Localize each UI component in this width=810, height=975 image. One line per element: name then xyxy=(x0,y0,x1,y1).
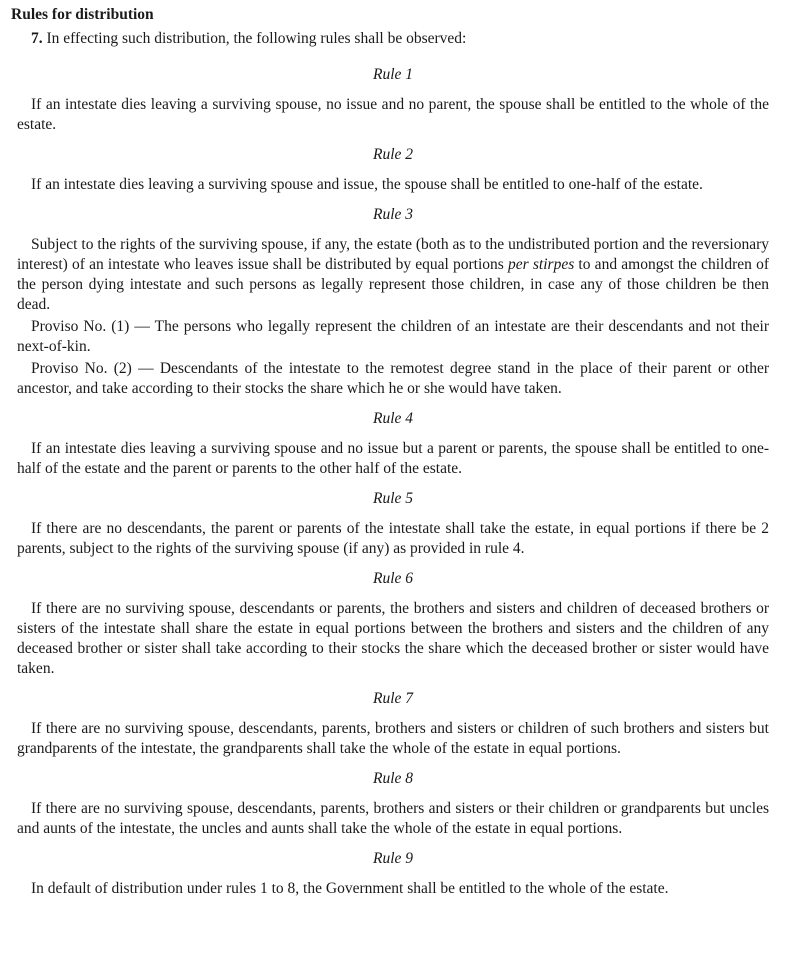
rule-4-title: Rule 4 xyxy=(372,410,414,427)
rule-3-title: Rule 3 xyxy=(372,206,414,223)
rule-9-text: In default of distribution under rules 1 to 8, the Government shall be entitled to the whole of the estate. xyxy=(31,880,669,897)
rule-5-text: If there are no descendants, the parent or parents of the intestate shall take the estate, in equal portions if there be 2 parents, subject to the rights of the surviving spouse (if any) as provided in rule 4. xyxy=(17,520,769,557)
rule-3-text-after: to and amongst the children of the person dying intestate and such persons as legally represent those children, in case any of those children be then dead. xyxy=(17,256,770,313)
rule-4-text: If an intestate dies leaving a surviving spouse and no issue but a parent or parents, the spouse shall be entitled to one-half of the estate and the parent or parents to the other half of the estate. xyxy=(17,440,769,477)
rule-3-proviso-2: Proviso No. (2) — Descendants of the intestate to the remotest degree stand in the place of their parent or other ancestor, and take according to their stocks the share which he or she would have taken. xyxy=(17,360,769,397)
rule-9-title: Rule 9 xyxy=(372,850,414,867)
rule-2-title: Rule 2 xyxy=(372,146,414,163)
rule-7-text: If there are no surviving spouse, descendants, parents, brothers and sisters or children of such brothers and sisters but grandparents of the intestate, the grandparents shall take the whole of the estate in equal portions. xyxy=(17,720,769,757)
section-intro-text: In effecting such distribution, the following rules shall be observed: xyxy=(46,30,467,47)
rule-8-text: If there are no surviving spouse, descendants, parents, brothers and sisters or their children or grandparents but uncles and aunts of the intestate, the uncles and aunts shall take the whole of the estate in equal portions. xyxy=(17,800,769,837)
rule-6-title: Rule 6 xyxy=(372,570,414,587)
rule-3-text-before: Subject to the rights of the surviving spouse, if any, the estate (both as to the undistributed portion and the reversionary interest) of an intestate who leaves issue shall be distributed by equal portions xyxy=(17,236,769,273)
rule-1-text: If an intestate dies leaving a surviving spouse, no issue and no parent, the spouse shall be entitled to the whole of the estate. xyxy=(17,96,769,133)
rule-3-text-italic: per stirpes xyxy=(508,256,575,273)
rule-3-text xyxy=(17,235,769,315)
rule-3-proviso-1: Proviso No. (1) — The persons who legally represent the children of an intestate are their descendants and not their next-of-kin. xyxy=(17,318,769,355)
rule-1-title: Rule 1 xyxy=(372,66,414,83)
section-intro xyxy=(31,29,769,49)
section-number: 7. xyxy=(31,30,43,47)
rule-7-title: Rule 7 xyxy=(372,690,414,707)
rule-6-text: If there are no surviving spouse, descendants or parents, the brothers and sisters and children of deceased brothers or sisters of the intestate shall share the estate in equal portions between the brothers and sisters and the children of any deceased brother or sister shall take according to their stocks the share which the deceased brother or sister would have taken. xyxy=(17,600,769,677)
rule-2-text: If an intestate dies leaving a surviving spouse and issue, the spouse shall be entitled to one-half of the estate. xyxy=(31,176,703,193)
rule-5-title: Rule 5 xyxy=(372,490,414,507)
section-heading: Rules for distribution xyxy=(11,6,154,23)
rule-8-title: Rule 8 xyxy=(372,770,414,787)
